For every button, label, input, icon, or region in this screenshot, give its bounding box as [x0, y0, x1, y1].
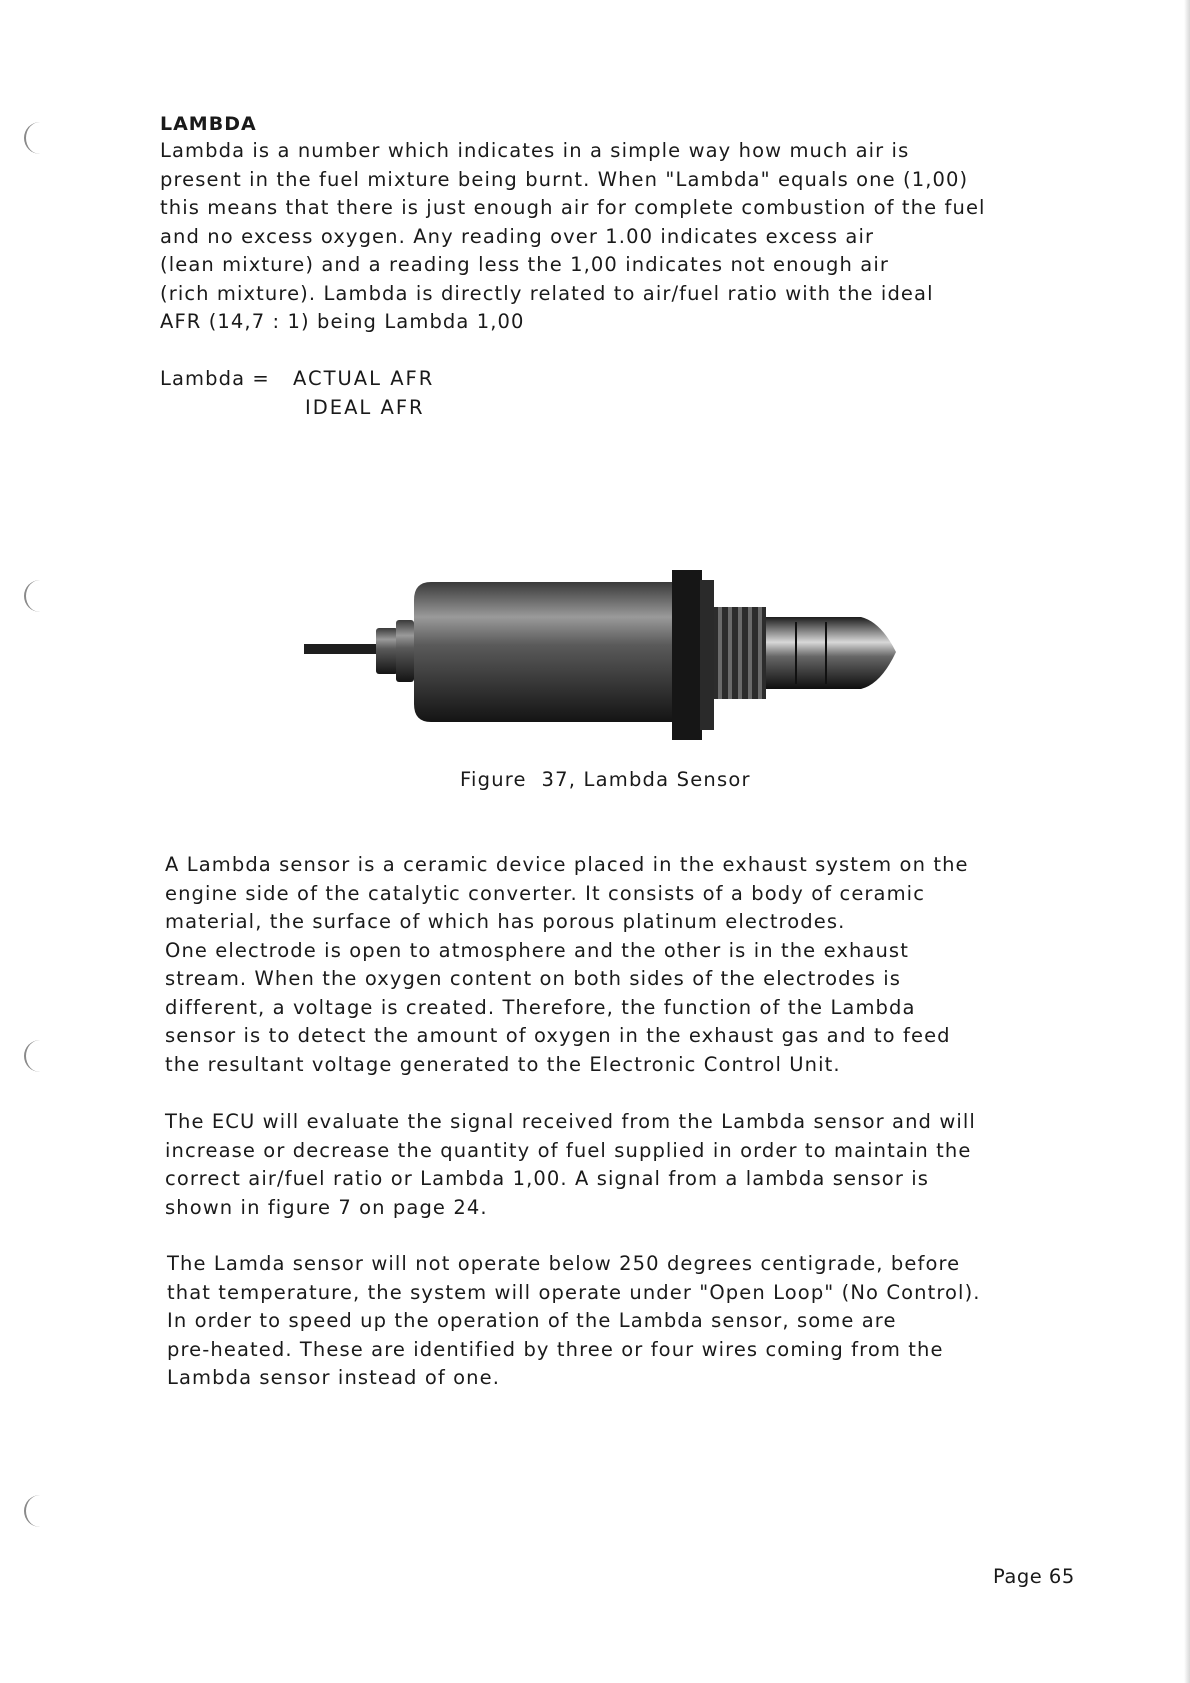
- formula-lhs: Lambda =: [160, 367, 270, 390]
- sensor-collar: [376, 628, 398, 674]
- binding-hole-mark: [24, 580, 46, 612]
- intro-paragraph: Lambda is a number which indicates in a simple way how much air is present in the fuel mixture being burnt. When "Lambda" equals one (1,00) this means that there is just enough air for complete combustion of the fuel and no excess oxygen. Any reading over 1.00 indicates excess air (lean mixture) and a reading less the 1,00 indicates not enough air (rich mixture). Lambda is directly related to air/fuel ratio with the ideal AFR (14,7 : 1) being Lambda 1,00: [160, 139, 986, 333]
- sensor-thread: [714, 607, 766, 699]
- lambda-sensor-photo: [296, 562, 906, 742]
- binding-hole-mark: [24, 122, 46, 154]
- sensor-body: [414, 582, 674, 722]
- formula-denominator: IDEAL AFR: [305, 396, 425, 419]
- section-heading: LAMBDA: [160, 113, 257, 135]
- figure-caption: Figure 37, Lambda Sensor: [460, 768, 751, 791]
- operating-temperature-paragraph: The Lamda sensor will not operate below 250 degrees centigrade, before that temperature, the system will operate under "Open Loop" (No Control). In order to speed up the operation of the Lambda sensor, some are pre-heated. These are identified by three or four wires coming from the Lambda sensor instead of one.: [167, 1252, 981, 1389]
- sensor-description-paragraph: A Lambda sensor is a ceramic device placed in the exhaust system on the engine side of the catalytic converter. It consists of a body of ceramic material, the surface of which has porous platinum electrodes. One electrode is open to atmosphere and the other is in the exhaust stream. When the oxygen content on both sides of the electrodes is different, a voltage is created. Therefore, the function of the Lambda sensor is to detect the amount of oxygen in the exhaust gas and to feed the resultant voltage generated to the Electronic Control Unit.: [165, 853, 969, 1076]
- page-edge-shadow: [1184, 0, 1190, 1683]
- binding-hole-mark: [24, 1040, 46, 1072]
- binding-hole-mark: [24, 1495, 46, 1527]
- ecu-paragraph: The ECU will evaluate the signal received from the Lambda sensor and will increase or decrease the quantity of fuel supplied in order to maintain the correct air/fuel ratio or Lambda 1,00. A signal from a lambda sensor is shown in figure 7 on page 24.: [165, 1110, 976, 1219]
- sensor-cable: [304, 644, 379, 654]
- sensor-tip: [766, 617, 896, 689]
- page-number: Page 65: [993, 1565, 1075, 1588]
- sensor-hex-nut: [672, 570, 702, 740]
- formula-numerator: ACTUAL AFR: [293, 367, 435, 390]
